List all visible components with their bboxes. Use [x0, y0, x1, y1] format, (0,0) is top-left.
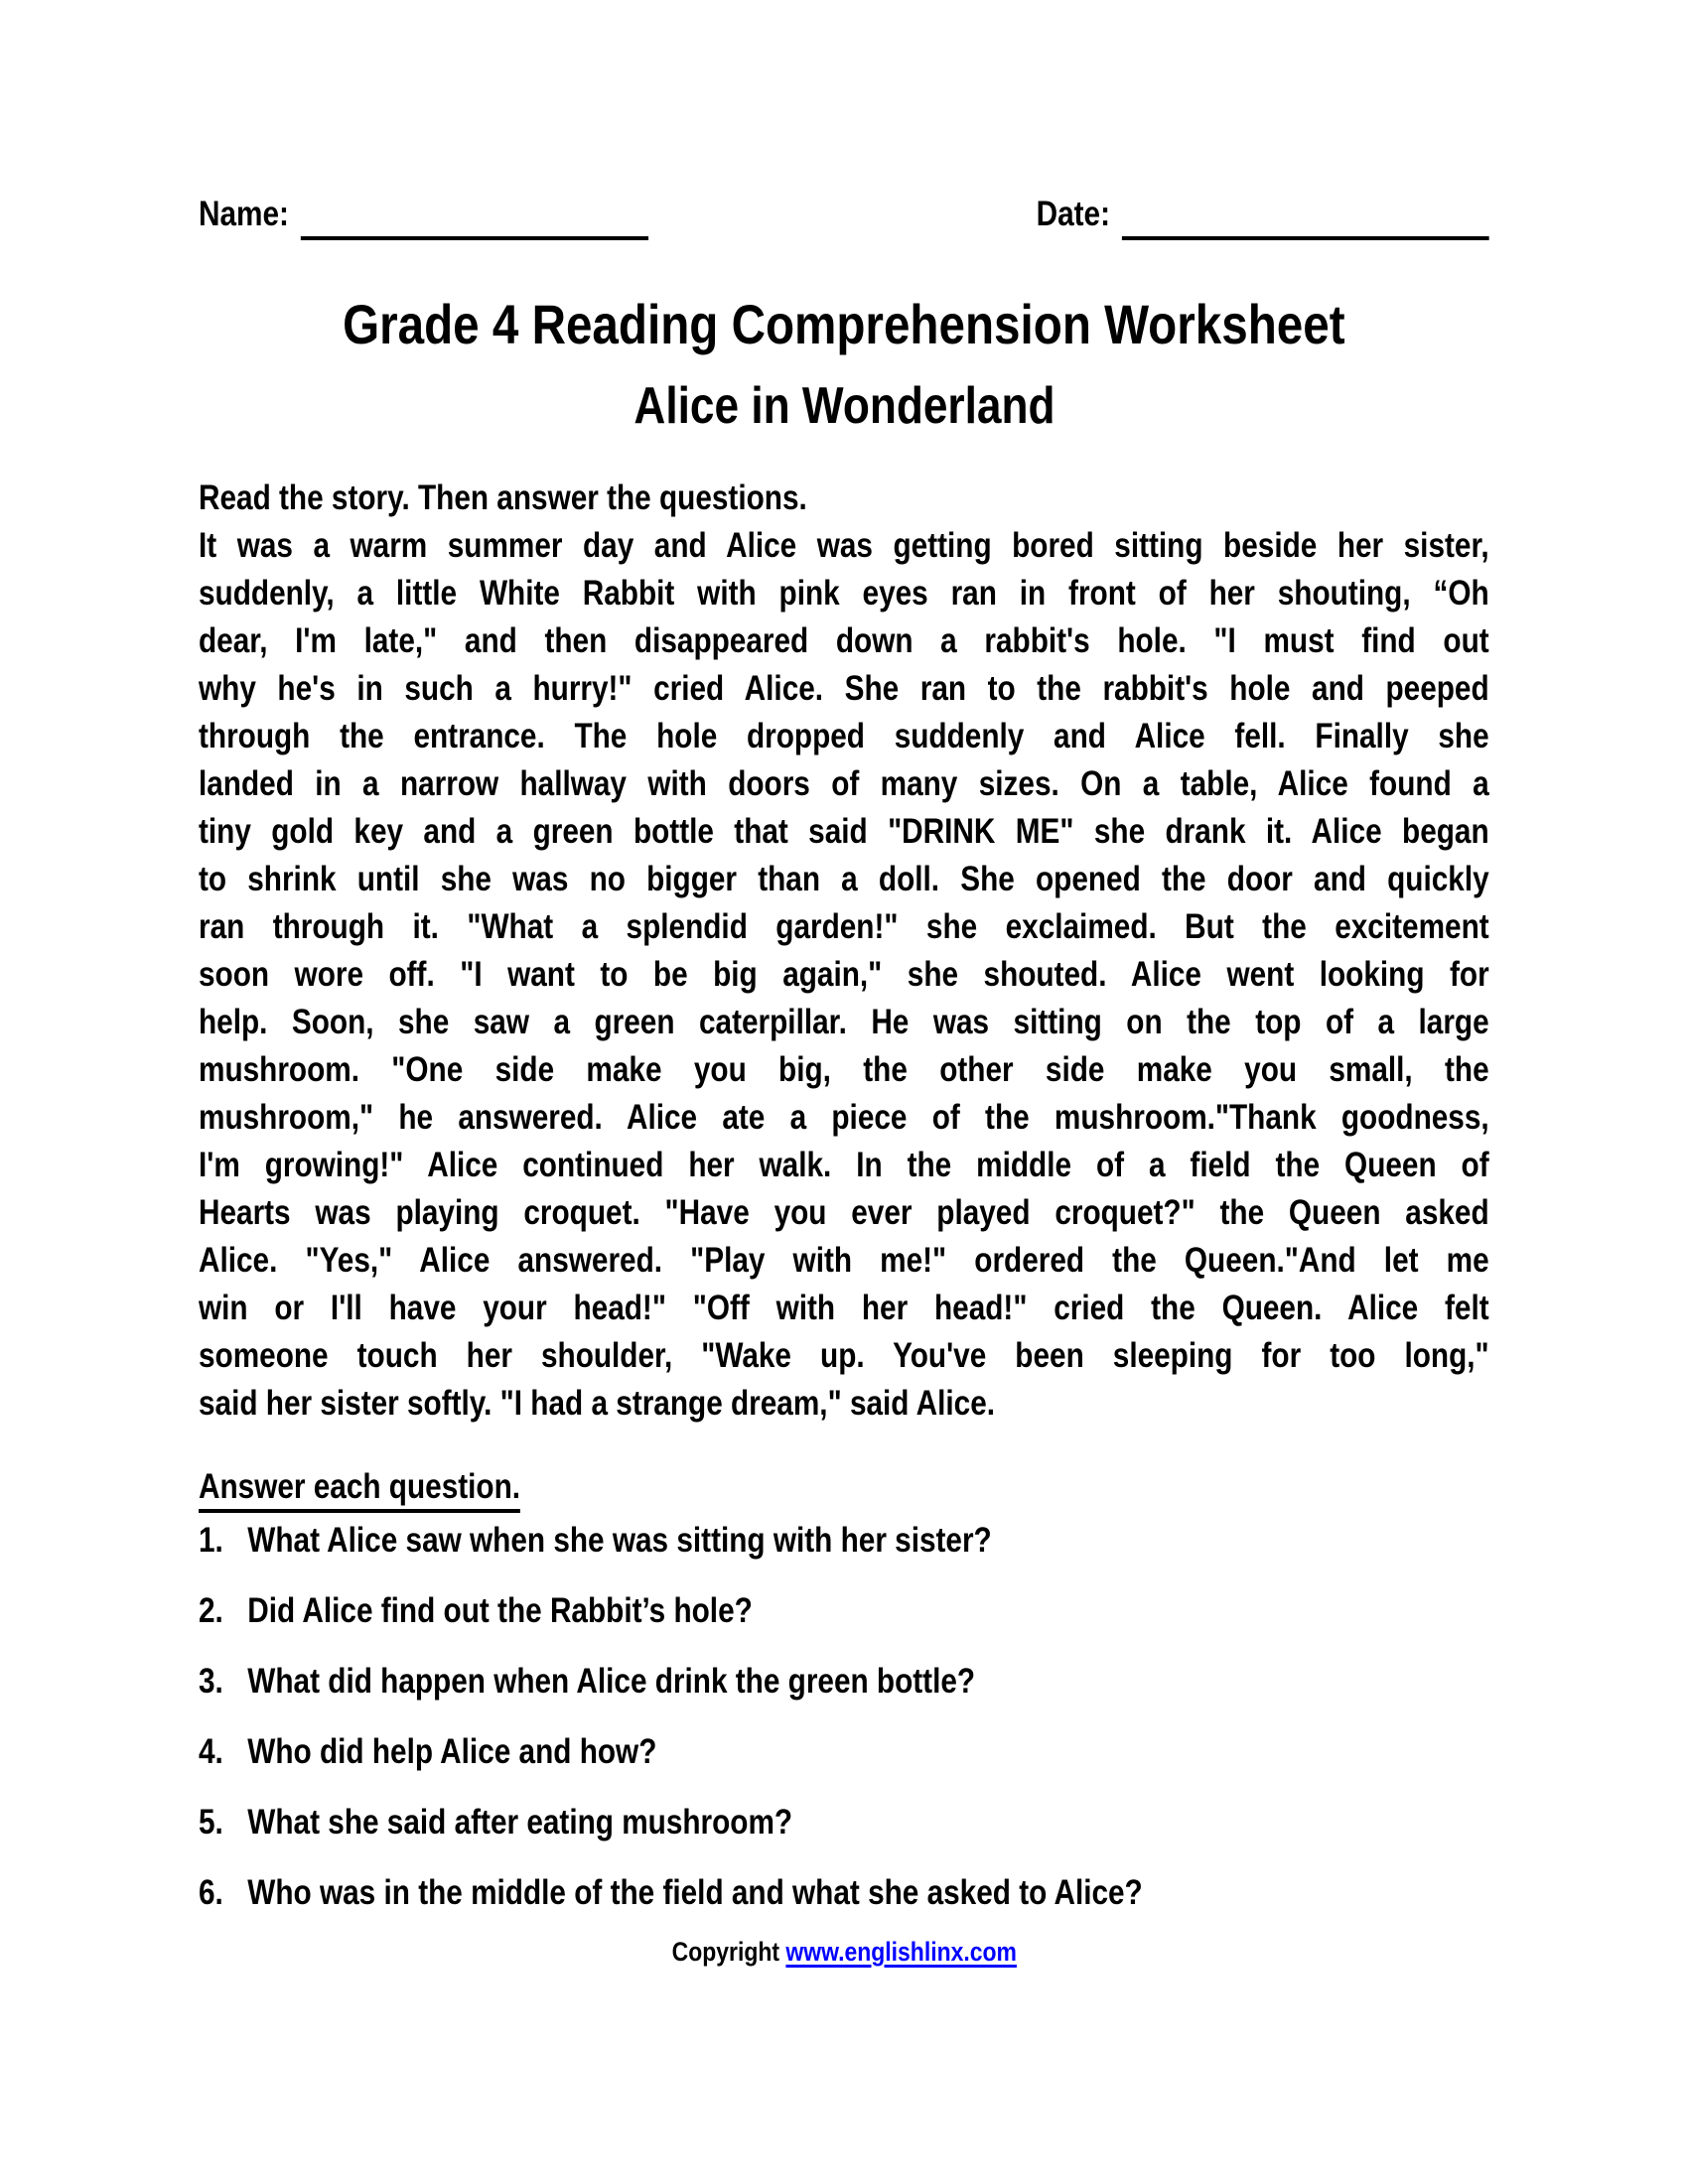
story-line: win or I'll have your head!" "Off with her head!" cried the Queen. Alice felt [199, 1289, 1489, 1327]
story-line: ran through it. "What a splendid garden!" she exclaimed. But the excitement [199, 907, 1489, 946]
story-line: mushroom," he answered. Alice ate a piece of the mushroom."Thank goodness, [199, 1098, 1489, 1137]
story-line: mushroom. "One side make you big, the other side make you small, the [199, 1050, 1489, 1089]
header-row [199, 195, 1489, 234]
name-blank-line[interactable] [301, 226, 648, 240]
story-line: It was a warm summer day and Alice was getting bored sitting beside her sister, [199, 526, 1489, 565]
story-line: to shrink until she was no bigger than a doll. She opened the door and quickly [199, 860, 1489, 898]
question-text: Who was in the middle of the field and what she asked to Alice? [247, 1873, 1143, 1912]
story-line: someone touch her shoulder, "Wake up. You've been sleeping for too long," [199, 1336, 1489, 1375]
copyright-link[interactable]: www.englishlinx.com [785, 1937, 1017, 1967]
question-text: Who did help Alice and how? [247, 1732, 657, 1771]
question-number: 5. [199, 1803, 223, 1842]
story-line: landed in a narrow hallway with doors of many sizes. On a table, Alice found a [199, 764, 1489, 803]
question-text: What did happen when Alice drink the green bottle? [247, 1662, 976, 1701]
date-field [1037, 195, 1489, 234]
story-line: dear, I'm late," and then disappeared down a rabbit's hole. "I must find out [199, 621, 1489, 660]
copyright-label: Copyright [671, 1937, 779, 1967]
name-label: Name: [199, 195, 289, 233]
story-line: I'm growing!" Alice continued her walk. In the middle of a field the Queen of [199, 1146, 1489, 1184]
title-row [0, 294, 1688, 355]
question-text: What Alice saw when she was sitting with her sister? [247, 1521, 992, 1560]
story-line: Alice. "Yes," Alice answered. "Play with me!" ordered the Queen."And let me [199, 1241, 1489, 1280]
question-number: 3. [199, 1662, 223, 1701]
story-line: said her sister softly. "I had a strange dream," said Alice. [199, 1384, 996, 1423]
question-text: Did Alice find out the Rabbit’s hole? [247, 1591, 753, 1630]
story-line: Hearts was playing croquet. "Have you ever played croquet?" the Queen asked [199, 1193, 1489, 1232]
story-paragraph [199, 522, 1489, 1428]
page-title: Grade 4 Reading Comprehension Worksheet [343, 293, 1345, 355]
answer-heading-row [199, 1463, 520, 1511]
story-instruction: Read the story. Then answer the questions. [199, 478, 807, 517]
story-line: soon wore off. "I want to be big again," she shouted. Alice went looking for [199, 955, 1489, 994]
footer [0, 1934, 1688, 1970]
question-item [199, 1799, 1489, 1846]
question-item [199, 1517, 1489, 1565]
name-field [199, 195, 648, 234]
footer-line [671, 1934, 1016, 1970]
story-line: through the entrance. The hole dropped suddenly and Alice fell. Finally she [199, 717, 1489, 755]
date-label: Date: [1036, 195, 1110, 233]
question-item [199, 1869, 1489, 1917]
answer-heading: Answer each question. [199, 1467, 520, 1513]
story-line: help. Soon, she saw a green caterpillar. He was sitting on the top of a large [199, 1003, 1489, 1041]
question-number: 1. [199, 1521, 223, 1560]
subtitle-row [0, 377, 1688, 435]
story-line: suddenly, a little White Rabbit with pink eyes ran in front of her shouting, “Oh [199, 574, 1489, 613]
question-number: 4. [199, 1732, 223, 1771]
question-item [199, 1587, 1489, 1635]
question-item [199, 1658, 1489, 1706]
page-subtitle: Alice in Wonderland [633, 377, 1055, 435]
question-item [199, 1728, 1489, 1776]
question-list [199, 1517, 1489, 1940]
date-blank-line[interactable] [1122, 226, 1489, 240]
question-text: What she said after eating mushroom? [247, 1803, 793, 1842]
question-number: 2. [199, 1591, 223, 1630]
question-number: 6. [199, 1873, 223, 1912]
story-line: tiny gold key and a green bottle that said "DRINK ME" she drank it. Alice began [199, 812, 1489, 851]
story-line: why he's in such a hurry!" cried Alice. She ran to the rabbit's hole and peeped [199, 669, 1489, 708]
